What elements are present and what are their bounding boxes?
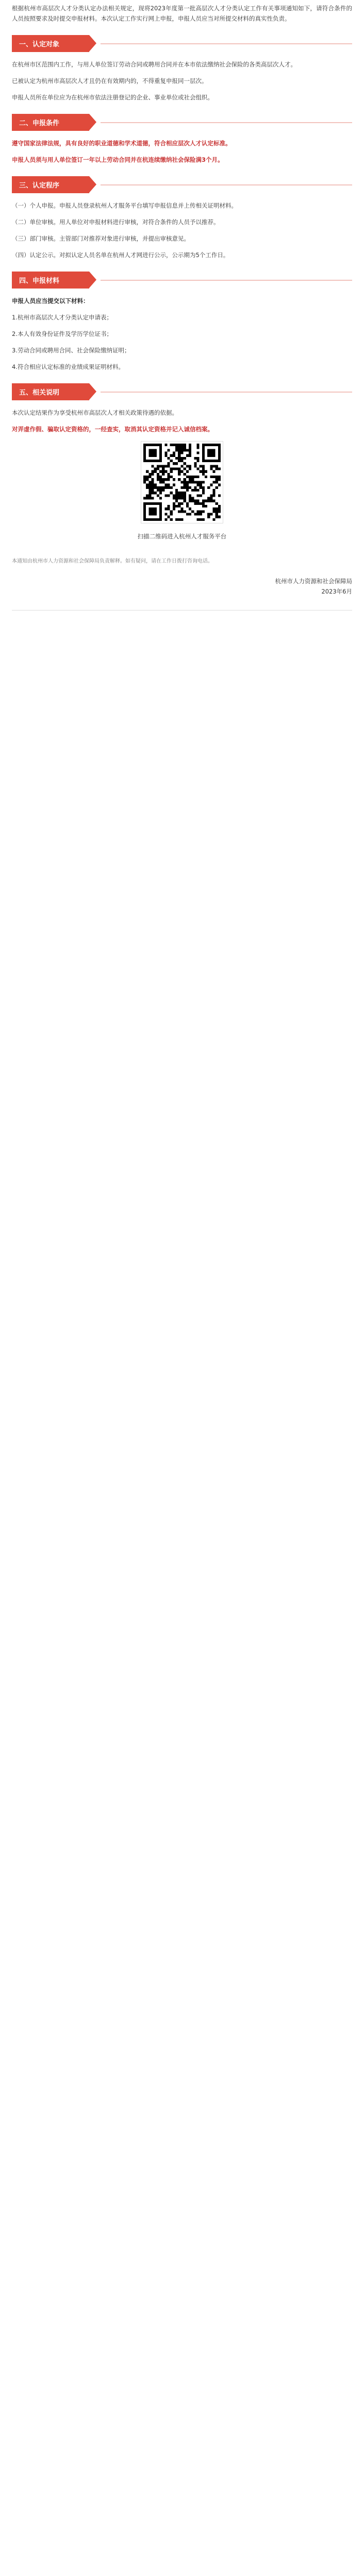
- section-paragraph: 对弄虚作假、骗取认定资格的，一经查实，取消其认定资格并记入诚信档案。: [12, 426, 213, 433]
- section-heading: [12, 114, 352, 131]
- section-heading-rule: [101, 280, 352, 281]
- section-paragraph: 申报人员应当提交以下材料：: [12, 297, 89, 304]
- section-paragraph: （二）单位审核。用人单位对申报材料进行审核，对符合条件的人员予以推荐。: [12, 218, 220, 226]
- sections-container: [12, 35, 352, 434]
- section-paragraph: （三）部门审核。主管部门对推荐对象进行审核，并提出审核意见。: [12, 235, 190, 242]
- section-heading-rule: [101, 392, 352, 393]
- qr-caption: 扫描二维码进入杭州人才服务平台: [137, 533, 227, 540]
- article: [12, 0, 352, 611]
- section-paragraph: 2.本人有效身份证件及学历学位证书；: [12, 330, 112, 337]
- footer-notice: 本通知由杭州市人力资源和社会保障局负责解释。如有疑问，请在工作日拨打咨询电话。: [12, 558, 213, 564]
- section-paragraph: （四）认定公示。对拟认定人员名单在杭州人才网进行公示，公示期为5个工作日。: [12, 251, 229, 259]
- signature: [12, 576, 352, 597]
- qr-code-block: [12, 442, 352, 523]
- signature-org: 杭州市人力资源和社会保障局: [275, 578, 352, 585]
- section-heading: [12, 383, 352, 400]
- signature-date: 2023年6月: [321, 588, 352, 595]
- section-paragraph: 4.符合相应认定标准的业绩成果证明材料。: [12, 363, 124, 370]
- section-paragraph: 遵守国家法律法规，具有良好的职业道德和学术道德，符合相应层次人才认定标准。: [12, 140, 231, 147]
- section-heading: [12, 176, 352, 193]
- section-paragraph: （一）个人申报。申报人员登录杭州人才服务平台填写申报信息并上传相关证明材料。: [12, 202, 237, 209]
- section-paragraph: 在杭州市区范围内工作，与用人单位签订劳动合同或聘用合同并在本市依法缴纳社会保险的各类高层次人才。: [12, 61, 296, 68]
- section-paragraph: 申报人员须与用人单位签订一年以上劳动合同并在杭连续缴纳社会保险满3个月。: [12, 156, 224, 163]
- qr-code[interactable]: [141, 442, 223, 523]
- section-heading: [12, 35, 352, 52]
- section-paragraph: 本次认定结果作为享受杭州市高层次人才相关政策待遇的依据。: [12, 409, 178, 416]
- section-heading-label: 四、申报材料: [12, 272, 89, 289]
- section-paragraph: 已被认定为杭州市高层次人才且仍在有效期内的，不得重复申报同一层次。: [12, 77, 208, 84]
- section-heading-rule: [101, 43, 352, 44]
- section-heading-rule: [101, 184, 352, 185]
- section-heading-rule: [101, 122, 352, 123]
- section-heading-label: 二、申报条件: [12, 114, 89, 131]
- intro-paragraph: 根据杭州市高层次人才分类认定办法相关规定，现将2023年度第一批高层次人才分类认定工作有关事项通知如下，请符合条件的人员按照要求及时提交申报材料。本次认定工作实行网上申报，申报人员应当对所提交材料的真实性负责。: [12, 5, 352, 22]
- section-paragraph: 3.劳动合同或聘用合同、社会保险缴纳证明；: [12, 347, 130, 354]
- footer-divider: [12, 610, 352, 611]
- section-heading-label: 一、认定对象: [12, 35, 89, 52]
- section-heading: [12, 272, 352, 289]
- section-heading-label: 三、认定程序: [12, 176, 89, 193]
- section-paragraph: 申报人员所在单位应为在杭州市依法注册登记的企业、事业单位或社会组织。: [12, 94, 213, 101]
- section-paragraph: 1.杭州市高层次人才分类认定申请表；: [12, 314, 112, 321]
- section-heading-label: 五、相关说明: [12, 383, 89, 400]
